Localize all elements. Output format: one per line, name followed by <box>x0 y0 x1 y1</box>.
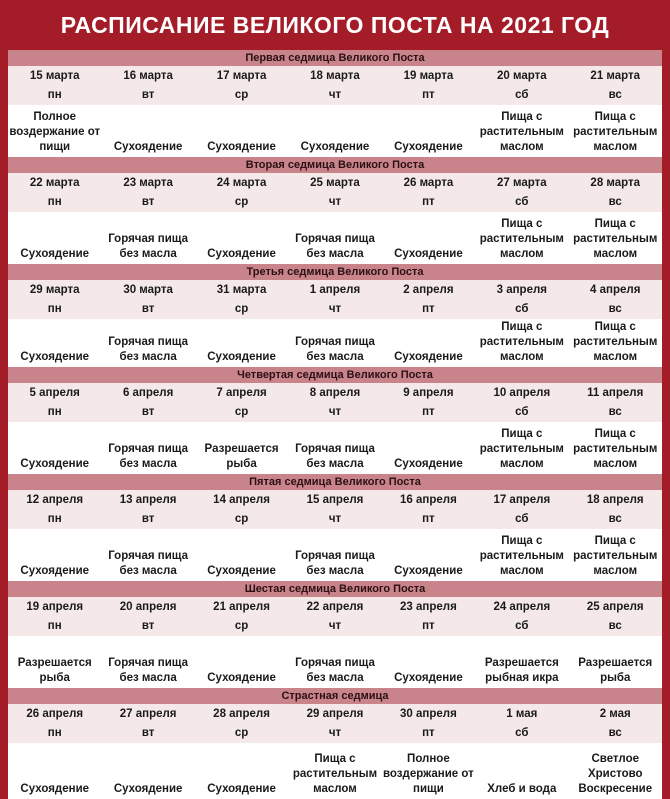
week-block <box>8 474 662 581</box>
weekday-cell: чт <box>288 86 381 105</box>
date-cell: 8 апреля <box>288 383 381 403</box>
date-cell: 5 апреля <box>8 383 101 403</box>
weekday-cell: сб <box>475 403 568 422</box>
rule-cell: Сухоядение <box>382 529 475 581</box>
date-cell: 16 марта <box>101 66 194 86</box>
weekday-cell: пн <box>8 86 101 105</box>
weekday-cell: пн <box>8 510 101 529</box>
rule-cell: Горячая пища без масла <box>101 529 194 581</box>
weekday-cell: чт <box>288 300 381 319</box>
weekday-cell: ср <box>195 617 288 636</box>
weekday-cell: ср <box>195 193 288 212</box>
week-block <box>8 581 662 688</box>
date-cell: 25 апреля <box>569 597 662 617</box>
weekday-cell: чт <box>288 724 381 743</box>
weekday-cell: вт <box>101 403 194 422</box>
rule-cell: Разрешается рыба <box>195 422 288 474</box>
weekday-cell: вс <box>569 617 662 636</box>
rule-cell: Пища с растительным маслом <box>288 743 381 799</box>
weekday-cell: сб <box>475 724 568 743</box>
date-cell: 28 марта <box>569 173 662 193</box>
week-block <box>8 50 662 157</box>
week-header: Третья седмица Великого Поста <box>8 264 662 280</box>
weekday-cell: ср <box>195 86 288 105</box>
rule-cell: Горячая пища без масла <box>288 212 381 264</box>
week-header: Страстная седмица <box>8 688 662 704</box>
date-cell: 29 марта <box>8 280 101 300</box>
fasting-schedule-table <box>8 50 662 799</box>
rule-cell: Сухоядение <box>8 529 101 581</box>
rule-cell: Светлое Христово Воскресение <box>569 743 662 799</box>
weekday-cell: пт <box>382 724 475 743</box>
weekday-row <box>8 724 662 743</box>
weekday-cell: ср <box>195 403 288 422</box>
weekday-cell: пт <box>382 617 475 636</box>
weekday-cell: пт <box>382 193 475 212</box>
rule-cell: Сухоядение <box>195 529 288 581</box>
weekday-cell: ср <box>195 300 288 319</box>
week-block <box>8 367 662 474</box>
date-row <box>8 383 662 403</box>
date-cell: 30 апреля <box>382 704 475 724</box>
rule-row <box>8 422 662 474</box>
weekday-cell: сб <box>475 617 568 636</box>
rule-cell: Горячая пища без масла <box>101 422 194 474</box>
week-header: Первая седмица Великого Поста <box>8 50 662 66</box>
date-cell: 26 марта <box>382 173 475 193</box>
date-cell: 16 апреля <box>382 490 475 510</box>
rule-cell: Пища с растительным маслом <box>569 529 662 581</box>
rule-cell: Сухоядение <box>382 422 475 474</box>
date-cell: 23 марта <box>101 173 194 193</box>
date-cell: 24 апреля <box>475 597 568 617</box>
rule-cell: Горячая пища без масла <box>288 319 381 367</box>
date-cell: 20 марта <box>475 66 568 86</box>
rule-row <box>8 743 662 799</box>
rule-cell: Пища с растительным маслом <box>569 212 662 264</box>
weekday-cell: пн <box>8 617 101 636</box>
weekday-cell: пт <box>382 403 475 422</box>
rule-cell: Пища с растительным маслом <box>475 212 568 264</box>
weekday-cell: вт <box>101 617 194 636</box>
rule-cell: Пища с растительным маслом <box>475 422 568 474</box>
page-title: РАСПИСАНИЕ ВЕЛИКОГО ПОСТА НА 2021 ГОД <box>60 12 610 38</box>
rule-cell: Сухоядение <box>195 105 288 157</box>
date-cell: 31 марта <box>195 280 288 300</box>
rule-cell: Горячая пища без масла <box>101 319 194 367</box>
rule-cell: Горячая пища без масла <box>101 636 194 688</box>
rule-cell: Разрешается рыбная икра <box>475 636 568 688</box>
weekday-row <box>8 403 662 422</box>
date-cell: 22 апреля <box>288 597 381 617</box>
rule-cell: Сухоядение <box>382 212 475 264</box>
date-cell: 17 марта <box>195 66 288 86</box>
rule-cell: Горячая пища без масла <box>288 636 381 688</box>
rule-cell: Пища с растительным маслом <box>569 422 662 474</box>
rule-cell: Хлеб и вода <box>475 743 568 799</box>
rule-cell: Разрешается рыба <box>569 636 662 688</box>
weekday-row <box>8 510 662 529</box>
weekday-row <box>8 617 662 636</box>
rule-cell: Сухоядение <box>382 636 475 688</box>
week-block <box>8 688 662 799</box>
date-cell: 7 апреля <box>195 383 288 403</box>
weekday-cell: чт <box>288 403 381 422</box>
date-cell: 2 апреля <box>382 280 475 300</box>
weekday-cell: сб <box>475 86 568 105</box>
date-cell: 10 апреля <box>475 383 568 403</box>
rule-cell: Пища с растительным маслом <box>569 319 662 367</box>
date-cell: 15 марта <box>8 66 101 86</box>
rule-cell: Сухоядение <box>8 422 101 474</box>
rule-cell: Пища с растительным маслом <box>475 319 568 367</box>
weekday-cell: вт <box>101 510 194 529</box>
week-header: Вторая седмица Великого Поста <box>8 157 662 173</box>
rule-cell: Сухоядение <box>195 636 288 688</box>
rule-cell: Сухоядение <box>195 212 288 264</box>
date-row <box>8 490 662 510</box>
rule-cell: Сухоядение <box>382 319 475 367</box>
date-row <box>8 173 662 193</box>
date-cell: 21 марта <box>569 66 662 86</box>
date-cell: 18 апреля <box>569 490 662 510</box>
date-cell: 18 марта <box>288 66 381 86</box>
date-row <box>8 66 662 86</box>
weekday-cell: вс <box>569 86 662 105</box>
date-cell: 6 апреля <box>101 383 194 403</box>
rule-cell: Сухоядение <box>101 105 194 157</box>
rule-cell: Полное воздержание от пищи <box>8 105 101 157</box>
weekday-cell: сб <box>475 300 568 319</box>
week-header: Четвертая седмица Великого Поста <box>8 367 662 383</box>
rule-row <box>8 212 662 264</box>
rule-cell: Сухоядение <box>288 105 381 157</box>
date-cell: 9 апреля <box>382 383 475 403</box>
date-row <box>8 704 662 724</box>
date-cell: 4 апреля <box>569 280 662 300</box>
weekday-cell: пт <box>382 510 475 529</box>
weekday-cell: ср <box>195 510 288 529</box>
weekday-cell: сб <box>475 193 568 212</box>
weekday-cell: вс <box>569 300 662 319</box>
weekday-cell: пт <box>382 300 475 319</box>
rule-cell: Пища с растительным маслом <box>569 105 662 157</box>
weekday-cell: сб <box>475 510 568 529</box>
rule-cell: Сухоядение <box>8 319 101 367</box>
date-cell: 22 марта <box>8 173 101 193</box>
rule-cell: Сухоядение <box>8 743 101 799</box>
weekday-cell: вт <box>101 724 194 743</box>
weekday-cell: вс <box>569 724 662 743</box>
rule-cell: Пища с растительным маслом <box>475 529 568 581</box>
date-cell: 19 марта <box>382 66 475 86</box>
rule-cell: Сухоядение <box>195 743 288 799</box>
weekday-cell: пн <box>8 724 101 743</box>
weekday-cell: чт <box>288 617 381 636</box>
week-block <box>8 157 662 264</box>
date-cell: 30 марта <box>101 280 194 300</box>
date-cell: 20 апреля <box>101 597 194 617</box>
rule-cell: Полное воздержание от пищи <box>382 743 475 799</box>
rule-row <box>8 105 662 157</box>
weekday-cell: вс <box>569 510 662 529</box>
week-header: Шестая седмица Великого Поста <box>8 581 662 597</box>
weekday-cell: пт <box>382 86 475 105</box>
date-cell: 17 апреля <box>475 490 568 510</box>
rule-cell: Сухоядение <box>195 319 288 367</box>
weekday-cell: вс <box>569 403 662 422</box>
weekday-cell: пн <box>8 300 101 319</box>
date-cell: 19 апреля <box>8 597 101 617</box>
rule-cell: Разрешается рыба <box>8 636 101 688</box>
rule-cell: Сухоядение <box>101 743 194 799</box>
date-cell: 26 апреля <box>8 704 101 724</box>
weekday-row <box>8 193 662 212</box>
date-cell: 13 апреля <box>101 490 194 510</box>
weekday-cell: вт <box>101 86 194 105</box>
rule-row <box>8 319 662 367</box>
week-block <box>8 264 662 367</box>
date-cell: 23 апреля <box>382 597 475 617</box>
rule-row <box>8 636 662 688</box>
weekday-cell: вс <box>569 193 662 212</box>
date-row <box>8 597 662 617</box>
weekday-cell: чт <box>288 193 381 212</box>
date-cell: 12 апреля <box>8 490 101 510</box>
date-cell: 27 марта <box>475 173 568 193</box>
weekday-cell: пн <box>8 193 101 212</box>
date-cell: 27 апреля <box>101 704 194 724</box>
weekday-cell: вт <box>101 300 194 319</box>
rule-cell: Пища с растительным маслом <box>475 105 568 157</box>
date-cell: 28 апреля <box>195 704 288 724</box>
date-cell: 21 апреля <box>195 597 288 617</box>
week-header: Пятая седмица Великого Поста <box>8 474 662 490</box>
weekday-cell: вт <box>101 193 194 212</box>
date-cell: 14 апреля <box>195 490 288 510</box>
date-cell: 11 апреля <box>569 383 662 403</box>
weekday-cell: пн <box>8 403 101 422</box>
date-cell: 3 апреля <box>475 280 568 300</box>
date-cell: 29 апреля <box>288 704 381 724</box>
rule-cell: Сухоядение <box>8 212 101 264</box>
date-cell: 15 апреля <box>288 490 381 510</box>
date-cell: 1 мая <box>475 704 568 724</box>
date-cell: 25 марта <box>288 173 381 193</box>
rule-cell: Горячая пища без масла <box>288 529 381 581</box>
date-row <box>8 280 662 300</box>
rule-cell: Горячая пища без масла <box>288 422 381 474</box>
weekday-cell: ср <box>195 724 288 743</box>
weekday-row <box>8 300 662 319</box>
weekday-row <box>8 86 662 105</box>
date-cell: 1 апреля <box>288 280 381 300</box>
rule-cell: Сухоядение <box>382 105 475 157</box>
rule-cell: Горячая пища без масла <box>101 212 194 264</box>
date-cell: 24 марта <box>195 173 288 193</box>
rule-row <box>8 529 662 581</box>
weekday-cell: чт <box>288 510 381 529</box>
date-cell: 2 мая <box>569 704 662 724</box>
